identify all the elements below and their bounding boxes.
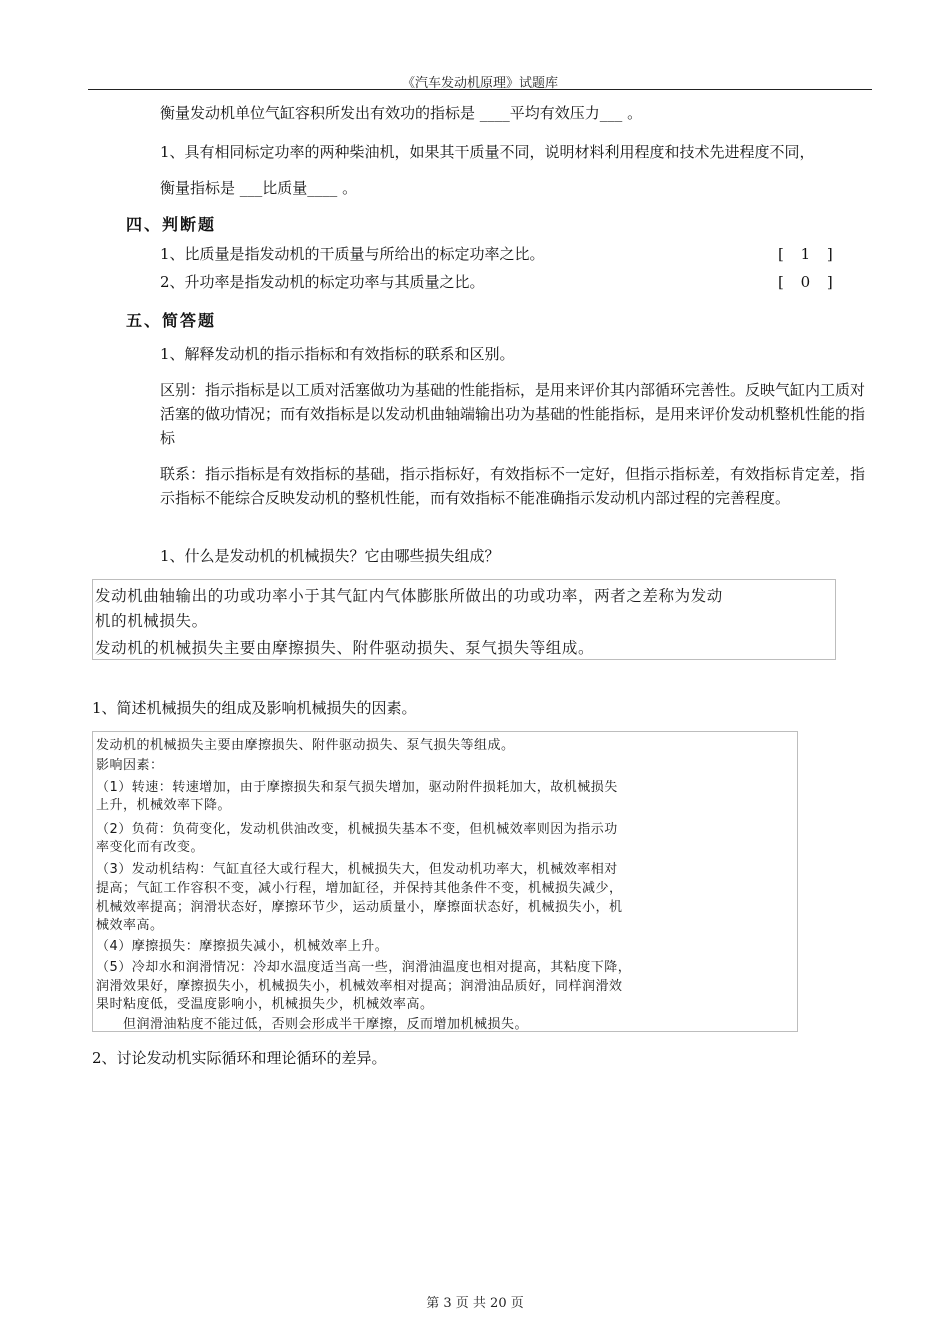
page-header: 《汽车发动机原理》试题库 — [401, 76, 558, 91]
intro-line-1 — [160, 101, 642, 125]
box2-line: （2）负荷：负荷变化，发动机供油改变，机械损失基本不变，但机械效率则因为指示功 — [96, 822, 618, 837]
box2-line: （3）发动机结构：气缸直径大或行程大，机械损失大，但发动机功率大，机械效率相对 — [96, 862, 618, 877]
box1-line: 机的机械损失。 — [95, 612, 208, 630]
box2-line: 果时粘度低，受温度影响小，机械损失少，机械效率高。 — [96, 997, 434, 1012]
box1-line: 发动机曲轴输出的功或功率小于其气缸内气体膨胀所做出的功或功率，两者之差称为发动 — [95, 587, 723, 605]
question-3: 1、简述机械损失的组成及影响机械损失的因素。 — [92, 699, 417, 717]
question-4: 2、讨论发动机实际循环和理论循环的差异。 — [92, 1049, 387, 1067]
intro-line-1-answer: ____平均有效压力___ — [479, 104, 623, 122]
intro-line-2: 1、具有相同标定功率的两种柴油机，如果其干质量不同，说明材料利用程度和技术先进程度不同， — [160, 143, 815, 161]
box2-line: 发动机的机械损失主要由摩擦损失、附件驱动损失、泵气损失等组成。 — [96, 738, 515, 753]
question-1: 1、解释发动机的指示指标和有效指标的联系和区别。 — [160, 345, 515, 363]
page-footer: 第 3 页 共 20 页 — [426, 1296, 524, 1311]
box2-line: 影响因素： — [96, 758, 164, 773]
box2-line: 机械效率提高；润滑状态好，摩擦环节少，运动质量小，摩擦面状态好，机械损失小，机 — [96, 900, 623, 915]
box2-line: 率变化而有改变。 — [96, 840, 205, 855]
box2-line: （1）转速：转速增加，由于摩擦损失和泵气损失增加，驱动附件损耗加大，故机械损失 — [96, 780, 618, 795]
judge-item-1: 1、比质量是指发动机的干质量与所给出的标定功率之比。 — [160, 245, 545, 263]
intro-line-3-answer: ___比质量____ — [239, 179, 338, 197]
box2-line: 械效率高。 — [96, 918, 164, 933]
intro-line-1-end: 。 — [627, 104, 643, 122]
intro-line-1-text: 衡量发动机单位气缸容积所发出有效功的指标是 — [160, 104, 476, 122]
box2-line: 上升，机械效率下降。 — [96, 798, 232, 813]
answer-image-box-2 — [92, 731, 798, 1032]
intro-line-3-end: 。 — [342, 179, 358, 197]
box1-line: 发动机的机械损失主要由摩擦损失、附件驱动损失、泵气损失等组成。 — [95, 639, 595, 657]
box2-line: 润滑效果好，摩擦损失小，机械损失小，机械效率相对提高；润滑油品质好，同样润滑效 — [96, 979, 623, 994]
intro-line-3 — [160, 176, 357, 200]
box2-line: （5）冷却水和润滑情况：冷却水温度适当高一些，润滑油温度也相对提高，其粘度下降， — [96, 960, 632, 975]
judge-item-2: 2、升功率是指发动机的标定功率与其质量之比。 — [160, 273, 485, 291]
judge-answer-1: [ 1 ] — [778, 245, 833, 263]
answer-relation: 联系：指示指标是有效指标的基础，指示指标好，有效指标不一定好，但指示指标差，有效指标肯定差，指示指标不能综合反映发动机的整机性能，而有效指标不能准确指示发动机内部过程的完善程度。 — [160, 465, 866, 507]
section-4-heading: 四、判断题 — [126, 215, 217, 234]
question-2: 1、什么是发动机的机械损失？它由哪些损失组成？ — [160, 547, 500, 565]
section-5-heading: 五、简答题 — [126, 311, 217, 330]
box2-line: 但润滑油粘度不能过低，否则会形成半干摩擦，反而增加机械损失。 — [96, 1017, 529, 1032]
answer-difference: 区别：指示指标是以工质对活塞做功为基础的性能指标，是用来评价其内部循环完善性。反映气缸内工质对活塞的做功情况；而有效指标是以发动机曲轴端输出功为基础的性能指标，是用来评价发动机整机性能的指标 — [160, 381, 866, 447]
box2-line: 提高；气缸工作容积不变，减小行程，增加缸径，并保持其他条件不变，机械损失减少， — [96, 881, 623, 896]
box2-line: （4）摩擦损失：摩擦损失减小，机械效率上升。 — [96, 939, 389, 954]
judge-answer-2: [ 0 ] — [778, 273, 833, 291]
answer-image-box-1 — [92, 579, 836, 660]
intro-line-3-text: 衡量指标是 — [160, 179, 236, 197]
header-divider — [88, 89, 872, 90]
